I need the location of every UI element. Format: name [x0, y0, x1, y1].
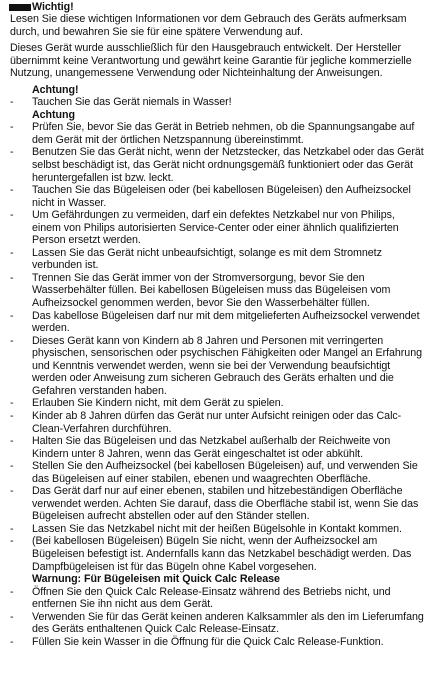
list-item [10, 209, 426, 247]
list-item-text: Tauchen Sie das Bügeleisen oder (bei kabellosen Bügeleisen) den Aufheizsockel nicht in Wasser. [32, 184, 411, 209]
list-item-text: Lassen Sie das Netzkabel nicht mit der heißen Bügelsohle in Kontakt kommen. [32, 522, 402, 535]
list-item-text: Öffnen Sie den Quick Calc Release-Einsatz während des Betriebs nicht, und entfernen Sie ihn nicht aus dem Gerät. [32, 585, 391, 611]
list-item-text: Um Gefährdungen zu vermeiden, darf ein defektes Netzkabel nur von Philips, einem von Philips autorisierten Service-Center oder einer ähnlich qualifizierten Person ersetzt werden. [32, 209, 399, 247]
section-heading: Achtung [32, 108, 75, 121]
section-heading: Achtung! [32, 83, 79, 96]
list-item [10, 272, 426, 310]
sections-container [10, 84, 426, 649]
list-item-text: Lassen Sie das Gerät nicht unbeaufsichtigt, solange es mit dem Stromnetz verbunden ist. [32, 246, 382, 272]
dash-bullet-icon: - [10, 121, 14, 134]
list-item [10, 586, 426, 611]
list-item-text: Verwenden Sie für das Gerät keinen anderen Kalksammler als den im Lieferumfang des Geräts enthaltenen Quick Calc Release-Einsatz. [32, 610, 424, 636]
heading-marker-bar [9, 4, 31, 11]
dash-bullet-icon: - [10, 209, 14, 222]
list-item [10, 184, 426, 209]
dash-bullet-icon: - [10, 309, 14, 322]
list-item-text: Benutzen Sie das Gerät nicht, wenn der Netzstecker, das Netzkabel oder das Gerät selbst beschädigt ist, das Gerät nicht ordnungsgemäß funktioniert oder das Gerät heruntergefallen ist bzw. leckt. [32, 146, 424, 184]
section-heading: Warnung: Für Bügeleisen mit Quick Calc Release [32, 573, 280, 586]
list-item [10, 247, 426, 272]
list-item-text: Stellen Sie den Aufheizsockel (bei kabellosen Bügeleisen) auf, und verwenden Sie das Bügeleisen auf einer stabilen, ebenen und waagrechten Oberfläche. [32, 460, 418, 485]
list-item [10, 485, 426, 523]
list-item [10, 310, 426, 335]
section-list [10, 96, 426, 109]
list-item-text: Dieses Gerät kann von Kindern ab 8 Jahren und Personen mit verringerten physischen, sensorischen oder psychischen Fähigkeiten oder Mangel an Erfahrung und Kenntnis verwendet werden, wenn sie bei der Verwendung beaufsichtigt werden oder Anweisung zum sicheren Gebrauch des Geräts erhalten und die Gefahren verstanden haben. [32, 334, 422, 397]
list-item [10, 535, 426, 573]
dash-bullet-icon: - [10, 397, 14, 410]
document-heading [10, 1, 426, 13]
list-item [10, 636, 426, 649]
dash-bullet-icon: - [10, 409, 14, 422]
list-item [10, 121, 426, 146]
list-item [10, 146, 426, 184]
list-item-text: Trennen Sie das Gerät immer von der Stromversorgung, bevor Sie den Wasserbehälter füllen. Bei kabellosen Bügeleisen muss das Bügeleisen vom Aufheizsockel genommen werden, bevor Sie den Wasserbehälter füllen. [32, 271, 391, 310]
dash-bullet-icon: - [10, 522, 14, 535]
dash-bullet-icon: - [10, 460, 14, 473]
list-item [10, 335, 426, 398]
list-item-text: (Bei kabellosen Bügeleisen) Bügeln Sie nicht, wenn der Aufheizsockel am Bügeleisen befestigt ist. Andernfalls kann das Netzkabel beschädigt werden. Das Dampfbügeleisen ist für das Bügeln ohne Kabel vorgesehen. [32, 535, 412, 573]
list-item-text: Erlauben Sie Kindern nicht, mit dem Gerät zu spielen. [32, 397, 284, 410]
list-item [10, 435, 426, 460]
list-item-text: Halten Sie das Bügeleisen und das Netzkabel außerhalb der Reichweite von Kindern unter 8 Jahren, wenn das Gerät eingeschaltet ist oder abkühlt. [32, 435, 391, 460]
list-item-text: Kinder ab 8 Jahren dürfen das Gerät nur unter Aufsicht reinigen oder das Calc-Clean-Verfahren durchführen. [32, 409, 402, 435]
section-list [10, 121, 426, 573]
dash-bullet-icon: - [10, 635, 14, 648]
list-item [10, 523, 426, 536]
dash-bullet-icon: - [10, 96, 14, 109]
list-item [10, 410, 426, 435]
dash-bullet-icon: - [10, 246, 14, 259]
list-item-text: Prüfen Sie, bevor Sie das Gerät in Betrieb nehmen, ob die Spannungsangabe auf dem Gerät mit der örtlichen Netzspannung übereinstimmt. [32, 121, 415, 146]
list-item-text: Das Gerät darf nur auf einer ebenen, stabilen und hitzebeständigen Oberfläche verwendet werden. Achten Sie darauf, dass die Oberfläche stabil ist, wenn Sie das Bügeleisen aufrecht abstellen oder auf den Ständer stellen. [32, 485, 419, 523]
dash-bullet-icon: - [10, 485, 14, 498]
heading-title: Wichtig! [32, 0, 74, 13]
dash-bullet-icon: - [10, 271, 14, 284]
dash-bullet-icon: - [10, 334, 14, 347]
list-item [10, 397, 426, 410]
dash-bullet-icon: - [10, 535, 14, 548]
dash-bullet-icon: - [10, 435, 14, 448]
dash-bullet-icon: - [10, 184, 14, 197]
dash-bullet-icon: - [10, 146, 14, 159]
section-list [10, 586, 426, 649]
list-item-text: Tauchen Sie das Gerät niemals in Wasser! [32, 96, 232, 109]
intro-paragraph: Dieses Gerät wurde ausschließlich für den Hausgebrauch entwickelt. Der Hersteller übernimmt keine Verantwortung und gewährt keine Garantie für jegliche kommerzielle Nutzung, unangemessene Verwendung oder Nichteinhaltung der Anweisungen. [10, 42, 412, 80]
list-item [10, 96, 426, 109]
dash-bullet-icon: - [10, 585, 14, 598]
list-item [10, 460, 426, 485]
list-item-text: Das kabellose Bügeleisen darf nur mit dem mitgelieferten Aufheizsockel verwendet werden. [32, 309, 420, 335]
list-item-text: Füllen Sie kein Wasser in die Öffnung für die Quick Calc Release-Funktion. [32, 635, 384, 648]
intro-paragraph: Lesen Sie diese wichtigen Informationen vor dem Gebrauch des Geräts aufmerksam durch, und bewahren Sie sie für eine spätere Verwendung auf. [10, 13, 407, 38]
list-item [10, 611, 426, 636]
dash-bullet-icon: - [10, 610, 14, 623]
